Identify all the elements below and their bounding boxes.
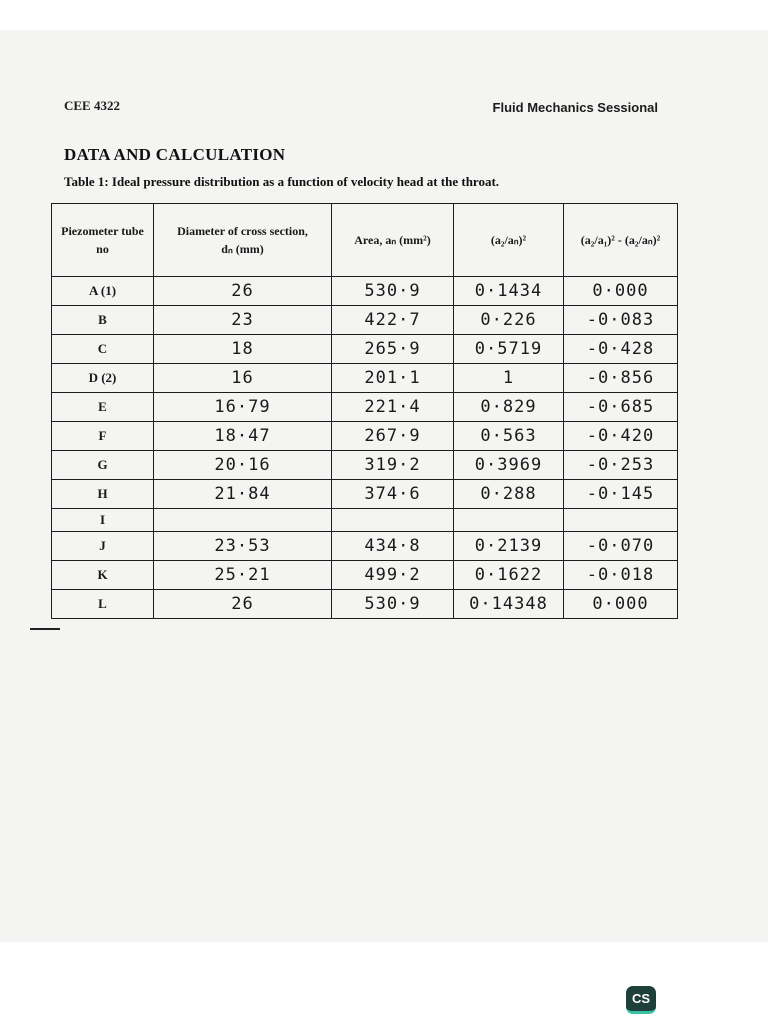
cell-area: 265·9 (332, 335, 454, 364)
cell-tube: F (52, 422, 154, 451)
cell-area: 319·2 (332, 451, 454, 480)
table-row (52, 277, 678, 306)
cell-ratio: 0·226 (454, 306, 564, 335)
cell-diameter: 16·79 (154, 393, 332, 422)
course-code: CEE 4322 (64, 98, 120, 113)
cell-diff: -0·018 (564, 561, 678, 590)
table-row (52, 590, 678, 619)
cell-diff: -0·856 (564, 364, 678, 393)
cell-tube: H (52, 480, 154, 509)
cell-diameter: 23·53 (154, 532, 332, 561)
cell-tube: G (52, 451, 154, 480)
cell-ratio: 0·1434 (454, 277, 564, 306)
cell-diameter: 20·16 (154, 451, 332, 480)
cell-diameter: 21·84 (154, 480, 332, 509)
cell-ratio: 0·1622 (454, 561, 564, 590)
cell-area: 434·8 (332, 532, 454, 561)
table-row (52, 306, 678, 335)
cell-ratio: 0·5719 (454, 335, 564, 364)
cell-diameter: 18 (154, 335, 332, 364)
cell-tube: L (52, 590, 154, 619)
col-header-diameter: Diameter of cross section, dₙ (mm) (154, 204, 332, 277)
cell-area: 530·9 (332, 277, 454, 306)
table-row (52, 480, 678, 509)
table-row (52, 451, 678, 480)
cell-ratio: 0·3969 (454, 451, 564, 480)
table-row (52, 335, 678, 364)
table-row (52, 532, 678, 561)
cell-tube: C (52, 335, 154, 364)
cell-ratio: 0·14348 (454, 590, 564, 619)
cell-area: 374·6 (332, 480, 454, 509)
cell-diameter: 16 (154, 364, 332, 393)
col-header-ratio: (a₂/aₙ)² (454, 204, 564, 277)
cell-ratio: 0·288 (454, 480, 564, 509)
table-row (52, 561, 678, 590)
cell-area: 221·4 (332, 393, 454, 422)
table-caption: Table 1: Ideal pressure distribution as a function of velocity head at the throat. (64, 174, 500, 189)
cell-ratio: 1 (454, 364, 564, 393)
table-header-row (52, 204, 678, 277)
cell-tube: K (52, 561, 154, 590)
cell-diff: -0·083 (564, 306, 678, 335)
data-table (51, 203, 678, 619)
section-title: DATA AND CALCULATION (64, 145, 286, 164)
cell-area: 499·2 (332, 561, 454, 590)
cell-tube: E (52, 393, 154, 422)
cell-diameter: 23 (154, 306, 332, 335)
col-header-tube: Piezometer tube no (52, 204, 154, 277)
cell-diameter: 26 (154, 590, 332, 619)
margin-mark (30, 628, 60, 630)
cell-area (332, 509, 454, 532)
cell-ratio: 0·2139 (454, 532, 564, 561)
col-header-area: Area, aₙ (mm²) (332, 204, 454, 277)
cell-area: 267·9 (332, 422, 454, 451)
cell-tube: B (52, 306, 154, 335)
cell-ratio: 0·829 (454, 393, 564, 422)
cell-diameter: 25·21 (154, 561, 332, 590)
cell-area: 422·7 (332, 306, 454, 335)
cell-diff (564, 509, 678, 532)
cell-diameter: 26 (154, 277, 332, 306)
camscanner-logo: CS (626, 986, 656, 1014)
table-row (52, 422, 678, 451)
cell-diff: -0·253 (564, 451, 678, 480)
cell-diff: -0·420 (564, 422, 678, 451)
cell-diameter (154, 509, 332, 532)
cell-diff: -0·685 (564, 393, 678, 422)
cell-diff: -0·145 (564, 480, 678, 509)
table-row (52, 509, 678, 532)
cell-tube: A (1) (52, 277, 154, 306)
cell-tube: D (2) (52, 364, 154, 393)
cell-tube: I (52, 509, 154, 532)
course-title: Fluid Mechanics Sessional (492, 100, 658, 115)
cell-ratio (454, 509, 564, 532)
cell-diff: -0·070 (564, 532, 678, 561)
col-header-diff: (a₂/a₁)² - (a₂/aₙ)² (564, 204, 678, 277)
cell-tube: J (52, 532, 154, 561)
cell-diameter: 18·47 (154, 422, 332, 451)
table-row (52, 364, 678, 393)
cell-ratio: 0·563 (454, 422, 564, 451)
cell-diff: 0·000 (564, 277, 678, 306)
cell-area: 530·9 (332, 590, 454, 619)
cell-area: 201·1 (332, 364, 454, 393)
cell-diff: -0·428 (564, 335, 678, 364)
cell-diff: 0·000 (564, 590, 678, 619)
table-row (52, 393, 678, 422)
